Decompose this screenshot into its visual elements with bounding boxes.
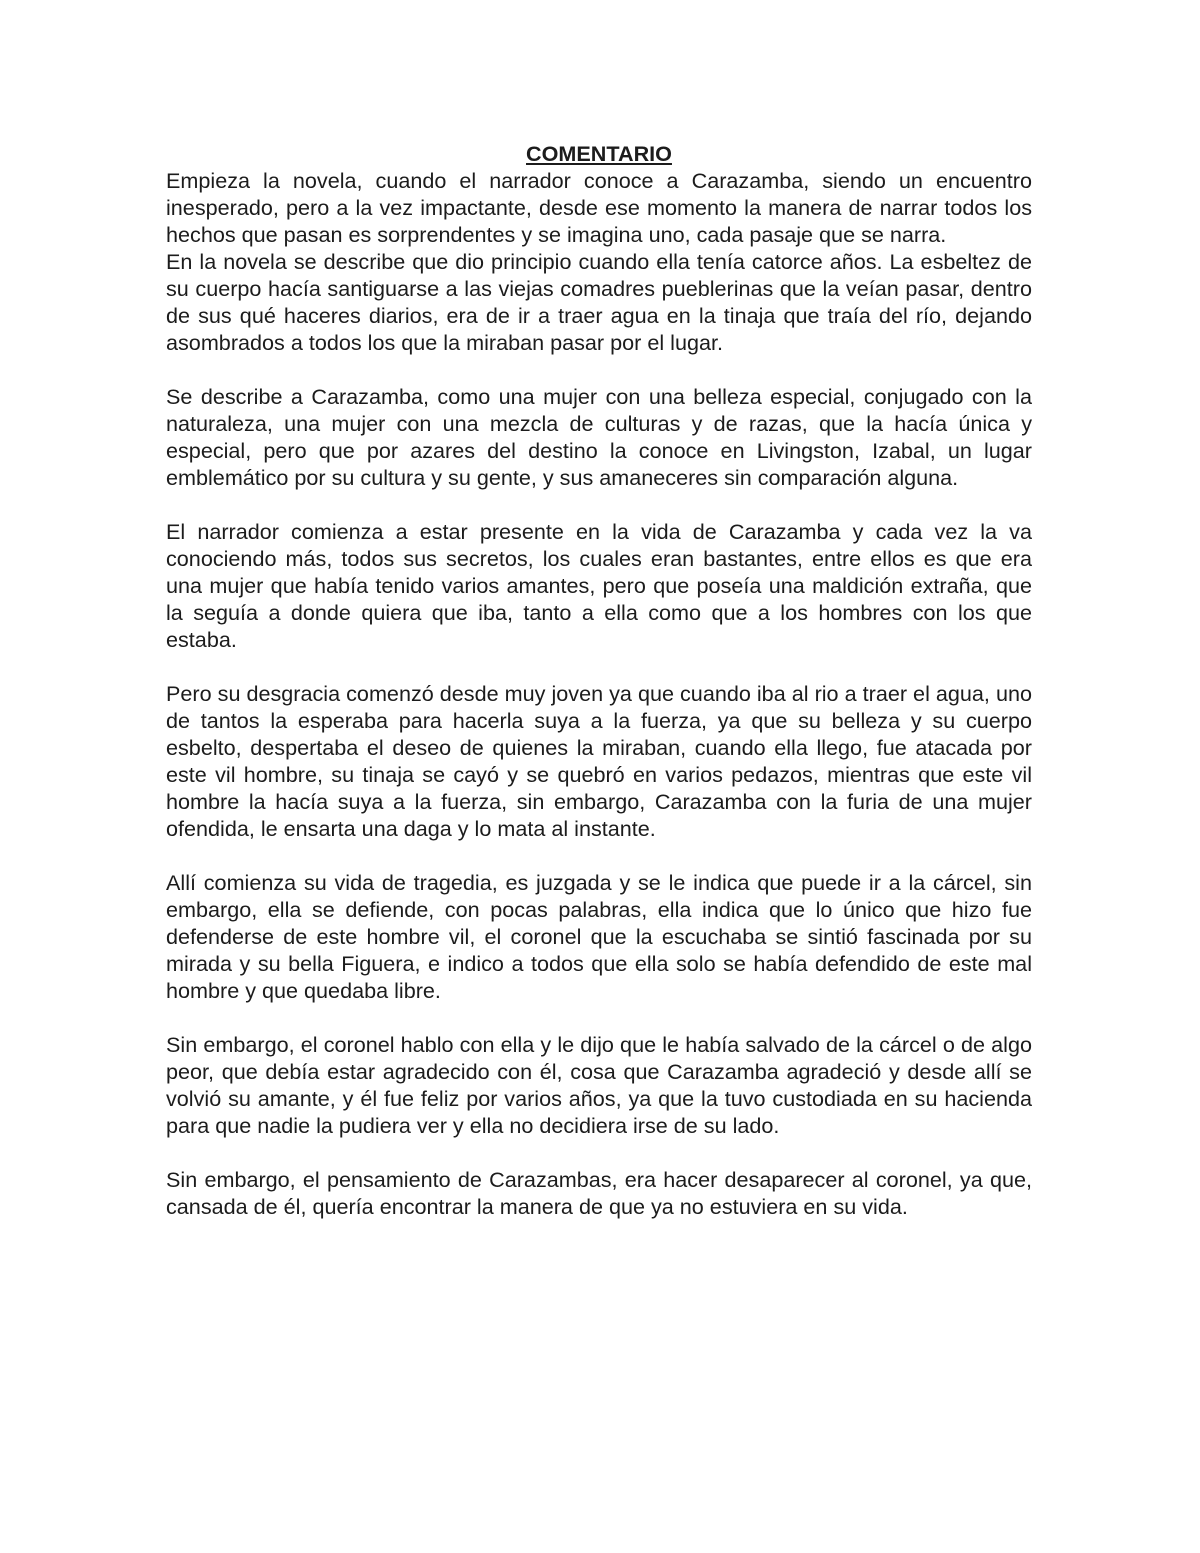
paragraph-spacer bbox=[166, 842, 1032, 869]
document-body bbox=[166, 140, 1032, 1220]
paragraph-spacer bbox=[166, 491, 1032, 518]
paragraph-4: El narrador comienza a estar presente en la vida de Carazamba y cada vez la va conociendo más, todos sus secretos, los cuales eran bastantes, entre ellos es que era una mujer que había tenido varios amantes, pero que poseía una maldición extraña, que la seguía a donde quiera que iba, tanto a ella como que a los hombres con los que estaba. bbox=[166, 519, 1032, 652]
paragraph-1: Empieza la novela, cuando el narrador conoce a Carazamba, siendo un encuentro inesperado, pero a la vez impactante, desde ese momento la manera de narrar todos los hechos que pasan es sorprendentes y se imagina uno, cada pasaje que se narra. bbox=[166, 168, 1032, 247]
paragraph-spacer bbox=[166, 1004, 1032, 1031]
paragraph-spacer bbox=[166, 653, 1032, 680]
paragraph-3: Se describe a Carazamba, como una mujer con una belleza especial, conjugado con la naturaleza, una mujer con una mezcla de culturas y de razas, que la hacía única y especial, pero que por azares del destino la conoce en Livingston, Izabal, un lugar emblemático por su cultura y su gente, y sus amaneceres sin comparación alguna. bbox=[166, 384, 1032, 490]
document-title: COMENTARIO bbox=[526, 141, 672, 166]
paragraph-5: Pero su desgracia comenzó desde muy joven ya que cuando iba al rio a traer el agua, uno de tantos la esperaba para hacerla suya a la fuerza, ya que su belleza y su cuerpo esbelto, despertaba el deseo de quienes la miraban, cuando ella llego, fue atacada por este vil hombre, su tinaja se cayó y se quebró en varios pedazos, mientras que este vil hombre la hacía suya a la fuerza, sin embargo, Carazamba con la furia de una mujer ofendida, le ensarta una daga y lo mata al instante. bbox=[166, 681, 1032, 841]
paragraph-7: Sin embargo, el coronel hablo con ella y le dijo que le había salvado de la cárcel o de algo peor, que debía estar agradecido con él, cosa que Carazamba agradeció y desde allí se volvió su amante, y él fue feliz por varios años, ya que la tuvo custodiada en su hacienda para que nadie la pudiera ver y ella no decidiera irse de su lado. bbox=[166, 1032, 1032, 1138]
paragraph-6: Allí comienza su vida de tragedia, es juzgada y se le indica que puede ir a la cárcel, sin embargo, ella se defiende, con pocas palabras, ella indica que lo único que hizo fue defenderse de este hombre vil, el coronel que la escuchaba se sintió fascinada por su mirada y su bella Figuera, e indico a todos que ella solo se había defendido de este mal hombre y que quedaba libre. bbox=[166, 870, 1032, 1003]
paragraph-2: En la novela se describe que dio principio cuando ella tenía catorce años. La esbeltez de su cuerpo hacía santiguarse a las viejas comadres pueblerinas que la veían pasar, dentro de sus qué haceres diarios, era de ir a traer agua en la tinaja que traía del río, dejando asombrados a todos los que la miraban pasar por el lugar. bbox=[166, 249, 1032, 355]
paragraph-spacer bbox=[166, 1139, 1032, 1166]
paragraph-8: Sin embargo, el pensamiento de Carazambas, era hacer desaparecer al coronel, ya que, cansada de él, quería encontrar la manera de que ya no estuviera en su vida. bbox=[166, 1167, 1032, 1219]
paragraph-spacer bbox=[166, 356, 1032, 383]
